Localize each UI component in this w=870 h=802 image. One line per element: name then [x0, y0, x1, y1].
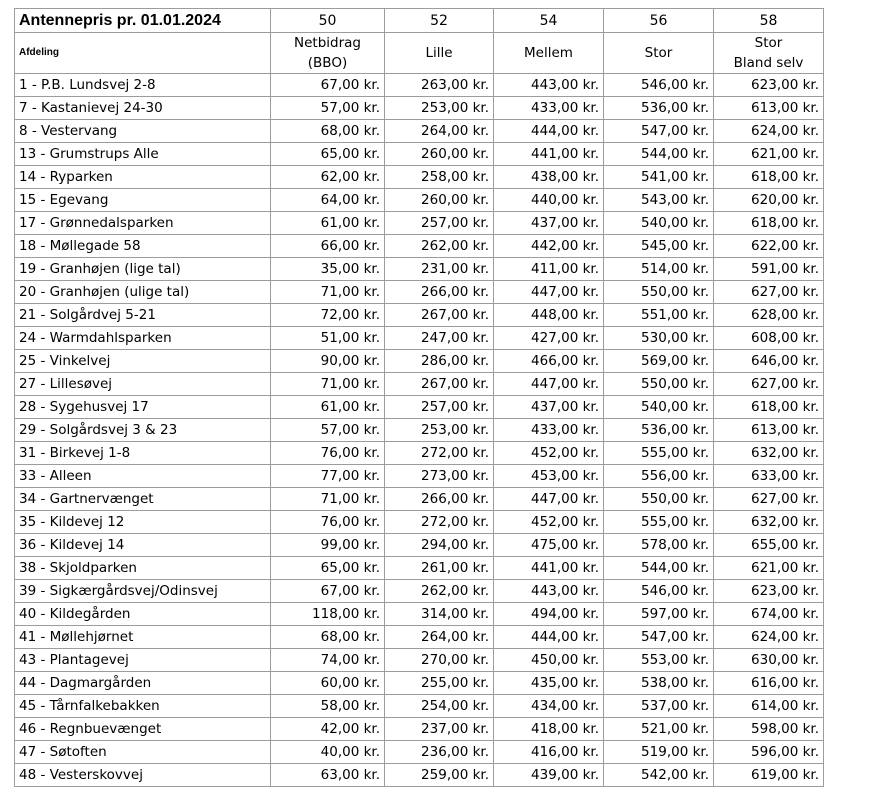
price-cell: 569,00 kr. — [604, 350, 714, 373]
price-cell: 475,00 kr. — [494, 534, 604, 557]
table-row — [15, 304, 824, 327]
column-header-line1: Lille — [425, 45, 453, 61]
price-cell: 618,00 kr. — [714, 166, 824, 189]
price-cell: 545,00 kr. — [604, 235, 714, 258]
price-cell: 494,00 kr. — [494, 603, 604, 626]
price-cell: 68,00 kr. — [271, 626, 385, 649]
price-cell: 613,00 kr. — [714, 419, 824, 442]
price-cell: 447,00 kr. — [494, 373, 604, 396]
price-cell: 618,00 kr. — [714, 396, 824, 419]
table-row — [15, 97, 824, 120]
price-cell: 521,00 kr. — [604, 718, 714, 741]
price-cell: 447,00 kr. — [494, 281, 604, 304]
price-cell: 621,00 kr. — [714, 143, 824, 166]
price-cell: 608,00 kr. — [714, 327, 824, 350]
table-row — [15, 143, 824, 166]
price-cell: 550,00 kr. — [604, 373, 714, 396]
price-cell: 99,00 kr. — [271, 534, 385, 557]
price-cell: 598,00 kr. — [714, 718, 824, 741]
price-cell: 447,00 kr. — [494, 488, 604, 511]
table-row — [15, 764, 824, 787]
price-cell: 76,00 kr. — [271, 511, 385, 534]
price-cell: 294,00 kr. — [385, 534, 494, 557]
price-cell: 57,00 kr. — [271, 97, 385, 120]
afdeling-name: 33 - Alleen — [15, 465, 271, 488]
price-cell: 262,00 kr. — [385, 235, 494, 258]
price-cell: 257,00 kr. — [385, 396, 494, 419]
price-cell: 624,00 kr. — [714, 120, 824, 143]
table-row — [15, 189, 824, 212]
afdeling-name: 14 - Ryparken — [15, 166, 271, 189]
price-cell: 543,00 kr. — [604, 189, 714, 212]
price-cell: 578,00 kr. — [604, 534, 714, 557]
price-cell: 437,00 kr. — [494, 396, 604, 419]
price-cell: 674,00 kr. — [714, 603, 824, 626]
price-cell: 443,00 kr. — [494, 580, 604, 603]
price-cell: 547,00 kr. — [604, 626, 714, 649]
table-row — [15, 258, 824, 281]
title-row — [15, 9, 824, 33]
table-row — [15, 557, 824, 580]
code-58: 58 — [714, 9, 824, 33]
afdeling-header: Afdeling — [15, 33, 271, 74]
price-cell: 530,00 kr. — [604, 327, 714, 350]
price-cell: 514,00 kr. — [604, 258, 714, 281]
table-row — [15, 74, 824, 97]
afdeling-name: 36 - Kildevej 14 — [15, 534, 271, 557]
price-cell: 267,00 kr. — [385, 373, 494, 396]
price-cell: 542,00 kr. — [604, 764, 714, 787]
price-cell: 63,00 kr. — [271, 764, 385, 787]
price-cell: 257,00 kr. — [385, 212, 494, 235]
price-cell: 264,00 kr. — [385, 120, 494, 143]
afdeling-name: 19 - Granhøjen (lige tal) — [15, 258, 271, 281]
price-cell: 433,00 kr. — [494, 97, 604, 120]
price-cell: 416,00 kr. — [494, 741, 604, 764]
price-cell: 68,00 kr. — [271, 120, 385, 143]
price-cell: 236,00 kr. — [385, 741, 494, 764]
price-cell: 418,00 kr. — [494, 718, 604, 741]
afdeling-name: 1 - P.B. Lundsvej 2-8 — [15, 74, 271, 97]
column-header-line1: Netbidrag — [294, 35, 361, 51]
price-cell: 67,00 kr. — [271, 74, 385, 97]
afdeling-name: 31 - Birkevej 1-8 — [15, 442, 271, 465]
price-cell: 444,00 kr. — [494, 120, 604, 143]
afdeling-name: 29 - Solgårdsvej 3 & 23 — [15, 419, 271, 442]
code-52: 52 — [385, 9, 494, 33]
price-cell: 260,00 kr. — [385, 143, 494, 166]
column-header-stor-bland-selv — [714, 33, 824, 74]
column-header-mellem — [494, 33, 604, 74]
table-row — [15, 212, 824, 235]
price-cell: 597,00 kr. — [604, 603, 714, 626]
price-cell: 628,00 kr. — [714, 304, 824, 327]
price-cell: 77,00 kr. — [271, 465, 385, 488]
price-cell: 264,00 kr. — [385, 626, 494, 649]
table-row — [15, 603, 824, 626]
column-header-line1: Mellem — [524, 45, 573, 61]
price-cell: 620,00 kr. — [714, 189, 824, 212]
price-cell: 253,00 kr. — [385, 419, 494, 442]
price-cell: 40,00 kr. — [271, 741, 385, 764]
price-cell: 437,00 kr. — [494, 212, 604, 235]
price-cell: 434,00 kr. — [494, 695, 604, 718]
price-cell: 61,00 kr. — [271, 396, 385, 419]
table-row — [15, 350, 824, 373]
table-row — [15, 626, 824, 649]
price-cell: 646,00 kr. — [714, 350, 824, 373]
price-cell: 624,00 kr. — [714, 626, 824, 649]
price-cell: 591,00 kr. — [714, 258, 824, 281]
price-cell: 623,00 kr. — [714, 580, 824, 603]
table-row — [15, 718, 824, 741]
table-row — [15, 166, 824, 189]
price-cell: 555,00 kr. — [604, 511, 714, 534]
afdeling-name: 27 - Lillesøvej — [15, 373, 271, 396]
afdeling-name: 8 - Vestervang — [15, 120, 271, 143]
price-cell: 556,00 kr. — [604, 465, 714, 488]
price-cell: 655,00 kr. — [714, 534, 824, 557]
afdeling-name: 46 - Regnbuevænget — [15, 718, 271, 741]
table-row — [15, 396, 824, 419]
price-cell: 65,00 kr. — [271, 557, 385, 580]
price-cell: 261,00 kr. — [385, 557, 494, 580]
price-cell: 630,00 kr. — [714, 649, 824, 672]
price-cell: 61,00 kr. — [271, 212, 385, 235]
column-header-line2: Bland selv — [733, 55, 804, 71]
price-cell: 71,00 kr. — [271, 373, 385, 396]
table-row — [15, 120, 824, 143]
price-cell: 286,00 kr. — [385, 350, 494, 373]
price-cell: 60,00 kr. — [271, 672, 385, 695]
price-cell: 547,00 kr. — [604, 120, 714, 143]
table-row — [15, 672, 824, 695]
price-cell: 76,00 kr. — [271, 442, 385, 465]
price-cell: 538,00 kr. — [604, 672, 714, 695]
afdeling-name: 43 - Plantagevej — [15, 649, 271, 672]
price-cell: 627,00 kr. — [714, 281, 824, 304]
price-cell: 247,00 kr. — [385, 327, 494, 350]
afdeling-name: 48 - Vesterskovvej — [15, 764, 271, 787]
table-row — [15, 327, 824, 350]
price-cell: 64,00 kr. — [271, 189, 385, 212]
price-cell: 536,00 kr. — [604, 419, 714, 442]
price-cell: 553,00 kr. — [604, 649, 714, 672]
afdeling-name: 18 - Møllegade 58 — [15, 235, 271, 258]
table-row — [15, 419, 824, 442]
afdeling-name: 40 - Kildegården — [15, 603, 271, 626]
price-cell: 519,00 kr. — [604, 741, 714, 764]
price-cell: 273,00 kr. — [385, 465, 494, 488]
price-cell: 443,00 kr. — [494, 74, 604, 97]
column-header-line1: Stor — [754, 35, 783, 51]
table-row — [15, 511, 824, 534]
price-cell: 632,00 kr. — [714, 511, 824, 534]
price-cell: 427,00 kr. — [494, 327, 604, 350]
column-header-stor — [604, 33, 714, 74]
price-cell: 555,00 kr. — [604, 442, 714, 465]
price-cell: 448,00 kr. — [494, 304, 604, 327]
price-cell: 622,00 kr. — [714, 235, 824, 258]
afdeling-name: 24 - Warmdahlsparken — [15, 327, 271, 350]
price-cell: 435,00 kr. — [494, 672, 604, 695]
price-cell: 42,00 kr. — [271, 718, 385, 741]
code-56: 56 — [604, 9, 714, 33]
price-cell: 633,00 kr. — [714, 465, 824, 488]
afdeling-name: 38 - Skjoldparken — [15, 557, 271, 580]
price-cell: 444,00 kr. — [494, 626, 604, 649]
price-cell: 546,00 kr. — [604, 580, 714, 603]
price-cell: 270,00 kr. — [385, 649, 494, 672]
price-cell: 441,00 kr. — [494, 557, 604, 580]
table-row — [15, 373, 824, 396]
price-cell: 90,00 kr. — [271, 350, 385, 373]
price-cell: 67,00 kr. — [271, 580, 385, 603]
price-cell: 550,00 kr. — [604, 488, 714, 511]
price-cell: 260,00 kr. — [385, 189, 494, 212]
column-header-line2: (BBO) — [307, 55, 348, 71]
table-row — [15, 281, 824, 304]
afdeling-name: 25 - Vinkelvej — [15, 350, 271, 373]
price-cell: 118,00 kr. — [271, 603, 385, 626]
price-cell: 71,00 kr. — [271, 281, 385, 304]
price-cell: 621,00 kr. — [714, 557, 824, 580]
price-cell: 35,00 kr. — [271, 258, 385, 281]
price-cell: 466,00 kr. — [494, 350, 604, 373]
price-cell: 627,00 kr. — [714, 373, 824, 396]
table-row — [15, 488, 824, 511]
afdeling-name: 41 - Møllehjørnet — [15, 626, 271, 649]
afdeling-name: 20 - Granhøjen (ulige tal) — [15, 281, 271, 304]
price-cell: 66,00 kr. — [271, 235, 385, 258]
price-cell: 51,00 kr. — [271, 327, 385, 350]
price-cell: 550,00 kr. — [604, 281, 714, 304]
price-cell: 440,00 kr. — [494, 189, 604, 212]
table-row — [15, 235, 824, 258]
code-50: 50 — [271, 9, 385, 33]
price-cell: 442,00 kr. — [494, 235, 604, 258]
price-cell: 58,00 kr. — [271, 695, 385, 718]
price-cell: 623,00 kr. — [714, 74, 824, 97]
price-cell: 62,00 kr. — [271, 166, 385, 189]
price-cell: 540,00 kr. — [604, 212, 714, 235]
price-cell: 266,00 kr. — [385, 281, 494, 304]
price-cell: 74,00 kr. — [271, 649, 385, 672]
table-row — [15, 465, 824, 488]
afdeling-name: 34 - Gartnervænget — [15, 488, 271, 511]
table-row — [15, 442, 824, 465]
price-cell: 71,00 kr. — [271, 488, 385, 511]
afdeling-name: 45 - Tårnfalkebakken — [15, 695, 271, 718]
price-cell: 551,00 kr. — [604, 304, 714, 327]
price-cell: 452,00 kr. — [494, 511, 604, 534]
table-row — [15, 534, 824, 557]
table-row — [15, 649, 824, 672]
price-cell: 632,00 kr. — [714, 442, 824, 465]
afdeling-name: 28 - Sygehusvej 17 — [15, 396, 271, 419]
price-cell: 540,00 kr. — [604, 396, 714, 419]
price-cell: 618,00 kr. — [714, 212, 824, 235]
price-cell: 544,00 kr. — [604, 557, 714, 580]
afdeling-name: 39 - Sigkærgårdsvej/Odinsvej — [15, 580, 271, 603]
column-header-netbidrag — [271, 33, 385, 74]
price-cell: 536,00 kr. — [604, 97, 714, 120]
price-cell: 596,00 kr. — [714, 741, 824, 764]
price-cell: 614,00 kr. — [714, 695, 824, 718]
price-cell: 57,00 kr. — [271, 419, 385, 442]
table-row — [15, 741, 824, 764]
antenna-price-table — [14, 8, 824, 787]
price-cell: 450,00 kr. — [494, 649, 604, 672]
price-cell: 253,00 kr. — [385, 97, 494, 120]
afdeling-name: 21 - Solgårdvej 5-21 — [15, 304, 271, 327]
header-row — [15, 33, 824, 74]
price-cell: 231,00 kr. — [385, 258, 494, 281]
price-cell: 72,00 kr. — [271, 304, 385, 327]
table-row — [15, 580, 824, 603]
table-row — [15, 695, 824, 718]
afdeling-name: 7 - Kastanievej 24-30 — [15, 97, 271, 120]
price-cell: 259,00 kr. — [385, 764, 494, 787]
price-cell: 544,00 kr. — [604, 143, 714, 166]
price-cell: 438,00 kr. — [494, 166, 604, 189]
price-cell: 619,00 kr. — [714, 764, 824, 787]
price-cell: 272,00 kr. — [385, 511, 494, 534]
price-cell: 65,00 kr. — [271, 143, 385, 166]
afdeling-name: 44 - Dagmargården — [15, 672, 271, 695]
code-54: 54 — [494, 9, 604, 33]
price-cell: 411,00 kr. — [494, 258, 604, 281]
price-cell: 262,00 kr. — [385, 580, 494, 603]
price-cell: 546,00 kr. — [604, 74, 714, 97]
price-cell: 439,00 kr. — [494, 764, 604, 787]
afdeling-name: 13 - Grumstrups Alle — [15, 143, 271, 166]
price-cell: 627,00 kr. — [714, 488, 824, 511]
price-cell: 616,00 kr. — [714, 672, 824, 695]
price-cell: 237,00 kr. — [385, 718, 494, 741]
column-header-lille — [385, 33, 494, 74]
afdeling-name: 15 - Egevang — [15, 189, 271, 212]
price-cell: 452,00 kr. — [494, 442, 604, 465]
price-cell: 541,00 kr. — [604, 166, 714, 189]
column-header-line1: Stor — [644, 45, 673, 61]
price-cell: 537,00 kr. — [604, 695, 714, 718]
afdeling-name: 35 - Kildevej 12 — [15, 511, 271, 534]
price-cell: 433,00 kr. — [494, 419, 604, 442]
price-cell: 266,00 kr. — [385, 488, 494, 511]
price-cell: 613,00 kr. — [714, 97, 824, 120]
price-cell: 272,00 kr. — [385, 442, 494, 465]
table-title: Antennepris pr. 01.01.2024 — [15, 9, 271, 33]
price-cell: 263,00 kr. — [385, 74, 494, 97]
price-cell: 314,00 kr. — [385, 603, 494, 626]
price-cell: 441,00 kr. — [494, 143, 604, 166]
price-cell: 258,00 kr. — [385, 166, 494, 189]
price-cell: 254,00 kr. — [385, 695, 494, 718]
price-cell: 267,00 kr. — [385, 304, 494, 327]
afdeling-name: 47 - Søtoften — [15, 741, 271, 764]
afdeling-name: 17 - Grønnedalsparken — [15, 212, 271, 235]
price-cell: 453,00 kr. — [494, 465, 604, 488]
price-cell: 255,00 kr. — [385, 672, 494, 695]
